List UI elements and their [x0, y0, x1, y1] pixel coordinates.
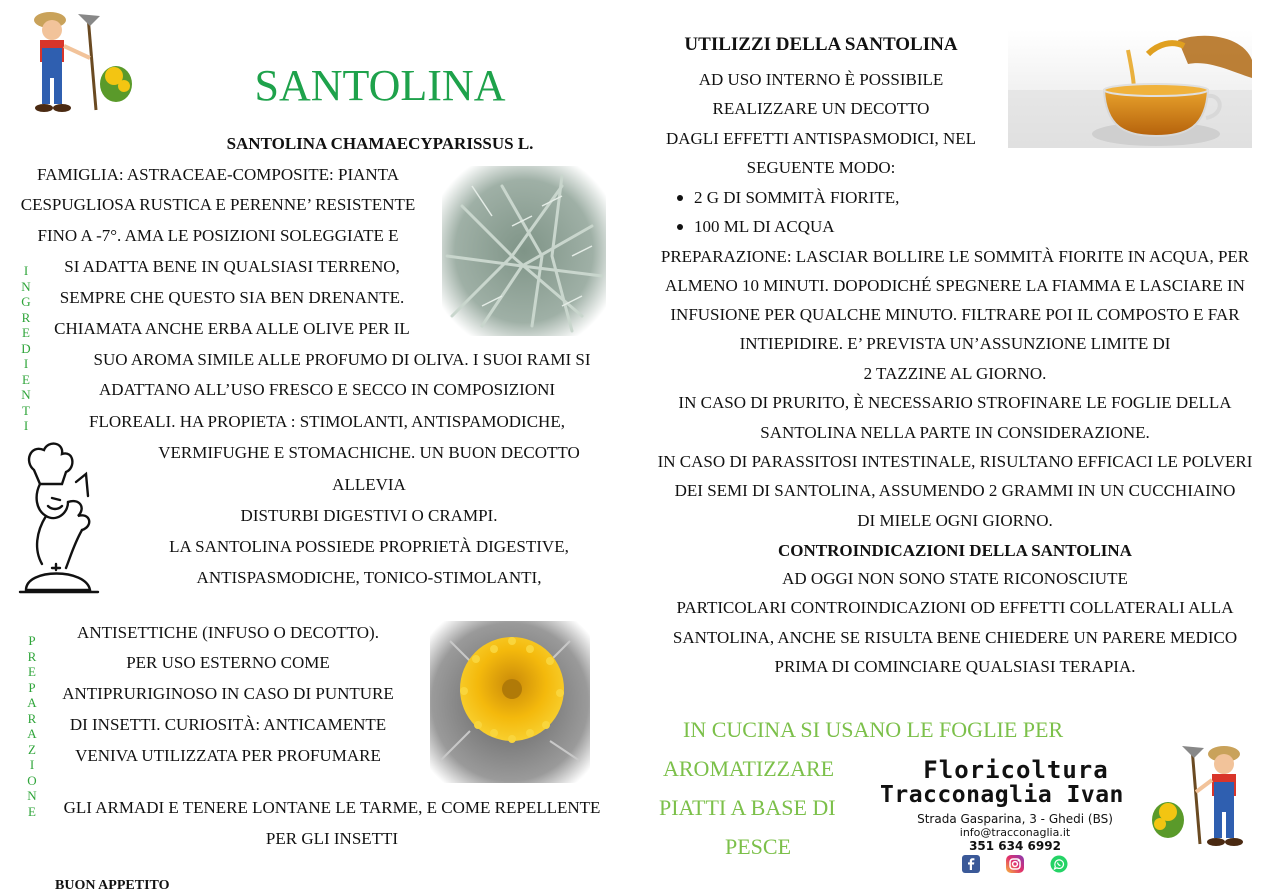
whatsapp-icon[interactable]	[1050, 855, 1068, 873]
santolina-foliage-photo	[442, 166, 606, 336]
intro-line: DAGLI EFFETTI ANTISPASMODICI, NEL	[665, 129, 977, 148]
body-line: DISTURBI DIGESTIVI O CRAMPI.	[240, 506, 498, 525]
body-line: ANTISPASMODICHE, TONICO-STIMOLANTI,	[196, 568, 542, 587]
body-line: ADATTANO ALL’USO FRESCO E SECCO IN COMPOSIZIONI	[98, 380, 556, 399]
body-line: SEMPRE CHE QUESTO SIA BEN DRENANTE.	[59, 288, 405, 307]
preparation-line: SANTOLINA NELLA PARTE IN CONSIDERAZIONE.	[760, 423, 1150, 442]
body-line: PER GLI INSETTI	[265, 829, 399, 848]
vertical-letter: R	[21, 309, 31, 325]
preparation-line: INFUSIONE PER QUALCHE MINUTO. FILTRARE POI IL COMPOSTO E FAR	[670, 305, 1240, 324]
vertical-letter: I	[23, 418, 29, 433]
body-line: DI INSETTI. CURIOSITÀ: ANTICAMENTE	[69, 715, 387, 734]
logo-line-2: Tracconaglia Ivan	[880, 782, 1124, 808]
vertical-label-ingredienti	[19, 263, 33, 434]
vertical-letter: A	[27, 695, 37, 710]
vertical-letter: E	[22, 371, 30, 387]
farmer-illustration	[28, 6, 133, 118]
footer-buon-appetito: BUON APPETITO	[55, 878, 170, 893]
intro-line: REALIZZARE UN DECOTTO	[712, 99, 930, 118]
vertical-letter: I	[23, 263, 29, 278]
herbal-tea-photo	[1008, 30, 1252, 148]
preparation-line: ALMENO 10 MINUTI. DOPODICHÉ SPEGNERE LA FIAMMA E LASCIARE IN	[665, 276, 1245, 295]
vertical-letter: E	[28, 803, 36, 819]
contraindications-heading: CONTROINDICAZIONI DELLA SANTOLINA	[778, 541, 1132, 560]
uses-heading: UTILIZZI DELLA SANTOLINA	[684, 34, 958, 55]
logo-line-1: Floricoltura	[923, 756, 1109, 784]
vertical-letter: P	[28, 679, 36, 695]
vertical-letter: P	[28, 633, 36, 648]
ingredient-item: 2 G DI SOMMITÀ FIORITE,	[694, 188, 900, 207]
preparation-line: IN CASO DI PARASSITOSI INTESTINALE, RISULTANO EFFICACI LE POLVERI	[657, 452, 1253, 471]
bullet-dot	[677, 195, 683, 201]
vertical-letter: E	[22, 325, 30, 340]
body-line: CESPUGLIOSA RUSTICA E PERENNE’ RESISTENTE	[20, 195, 416, 214]
vertical-letter: E	[28, 664, 36, 679]
body-line: LA SANTOLINA POSSIEDE PROPRIETÀ DIGESTIVE,	[169, 537, 569, 556]
logo-email: info@tracconaglia.it	[959, 826, 1071, 839]
farmer-illustration	[1152, 740, 1257, 852]
vertical-letter: A	[27, 726, 37, 741]
body-line: ANTIPRURIGINOSO IN CASO DI PUNTURE	[62, 684, 394, 703]
vertical-letter: G	[21, 294, 31, 309]
vertical-letter: N	[21, 278, 31, 294]
intro-line: SEGUENTE MODO:	[746, 158, 896, 177]
facebook-icon[interactable]	[962, 855, 980, 873]
vertical-letter: I	[29, 757, 35, 772]
logo-phone: 351 634 6992	[969, 839, 1061, 853]
vertical-letter: R	[27, 710, 37, 726]
subtitle-botanical-name: SANTOLINA CHAMAECYPARISSUS L.	[226, 134, 534, 153]
vertical-letter: D	[21, 340, 31, 356]
page-title: SANTOLINA	[254, 61, 506, 110]
preparation-line: INTIEPIDIRE. E’ PREVISTA UN’ASSUNZIONE LIMITE DI	[739, 334, 1171, 353]
vertical-letter: O	[27, 772, 37, 788]
contraindication-line: SANTOLINA, ANCHE SE RISULTA BENE CHIEDERE UN PARERE MEDICO	[672, 628, 1238, 647]
body-line: GLI ARMADI E TENERE LONTANE LE TARME, E COME REPELLENTE	[63, 798, 601, 817]
vertical-letter: Z	[28, 741, 36, 757]
preparation-line: PREPARAZIONE: LASCIAR BOLLIRE LE SOMMITÀ FIORITE IN ACQUA, PER	[660, 247, 1250, 266]
vertical-letter: T	[22, 402, 30, 418]
santolina-flower-photo	[430, 621, 590, 783]
kitchen-note-line: PESCE	[725, 834, 792, 859]
instagram-icon[interactable]	[1006, 855, 1024, 873]
vertical-letter: R	[27, 648, 37, 664]
vertical-letter: I	[23, 356, 29, 371]
body-line: SI ADATTA BENE IN QUALSIASI TERRENO,	[64, 257, 400, 276]
body-line: FAMIGLIA: ASTRACEAE-COMPOSITE: PIANTA	[37, 165, 399, 184]
body-line: CHIAMATA ANCHE ERBA ALLE OLIVE PER IL	[54, 319, 410, 338]
nursery-logo	[880, 756, 1150, 873]
body-line: FINO A -7°. AMA LE POSIZIONI SOLEGGIATE E	[37, 226, 399, 245]
body-line: VENIVA UTILIZZATA PER PROFUMARE	[75, 746, 381, 765]
preparation-line: DEI SEMI DI SANTOLINA, ASSUMENDO 2 GRAMMI IN UN CUCCHIAINO	[674, 481, 1236, 500]
ingredient-item: 100 ML DI ACQUA	[694, 217, 835, 236]
body-line: PER USO ESTERNO COME	[126, 653, 330, 672]
intro-line: AD USO INTERNO È POSSIBILE	[698, 70, 944, 89]
logo-address: Strada Gasparina, 3 - Ghedi (BS)	[917, 812, 1113, 826]
body-line: ALLEVIA	[332, 475, 406, 494]
kitchen-note-line: AROMATIZZARE	[663, 756, 835, 781]
vertical-letter: N	[27, 788, 37, 803]
body-line: FLOREALI. HA PROPIETA : STIMOLANTI, ANTISPAMODICHE,	[89, 412, 565, 431]
contraindication-line: PARTICOLARI CONTROINDICAZIONI OD EFFETTI COLLATERALI ALLA	[676, 598, 1234, 617]
kitchen-note-line: IN CUCINA SI USANO LE FOGLIE PER	[683, 717, 1064, 742]
body-line: SUO AROMA SIMILE ALLE PROFUMO DI OLIVA. I SUOI RAMI SI	[93, 350, 591, 369]
vertical-letter: N	[21, 387, 31, 402]
contraindication-line: AD OGGI NON SONO STATE RICONOSCIUTE	[782, 569, 1128, 588]
body-line: VERMIFUGHE E STOMACHICHE. UN BUON DECOTTO	[158, 443, 580, 462]
vertical-label-preparazione	[25, 633, 39, 819]
kitchen-note-line: PIATTI A BASE DI	[659, 795, 836, 820]
chef-illustration	[16, 440, 104, 612]
body-line: ANTISETTICHE (INFUSO O DECOTTO).	[77, 623, 379, 642]
bullet-dot	[677, 224, 683, 230]
contraindication-line: PRIMA DI COMINCIARE QUALSIASI TERAPIA.	[774, 657, 1136, 676]
preparation-line: DI MIELE OGNI GIORNO.	[857, 511, 1053, 530]
preparation-line: IN CASO DI PRURITO, È NECESSARIO STROFINARE LE FOGLIE DELLA	[678, 393, 1232, 412]
preparation-line: 2 TAZZINE AL GIORNO.	[863, 364, 1047, 383]
